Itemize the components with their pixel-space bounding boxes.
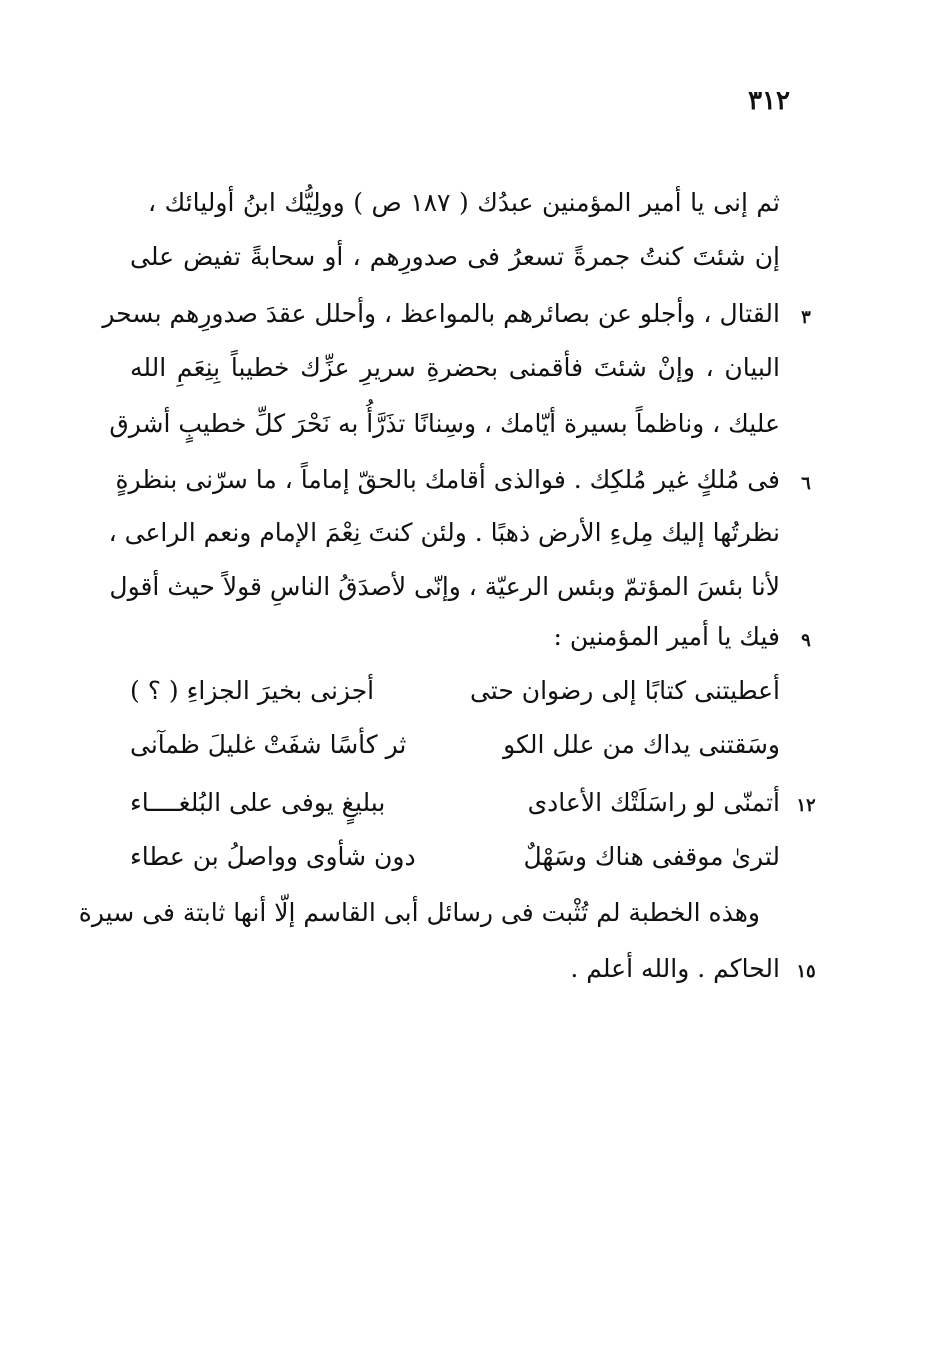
line-number: ٣: [801, 307, 811, 328]
verse: [130, 728, 780, 762]
text-line: فى مُلكٍ غير مُلكِك . فوالذى أقامك بالحقّ إماماً ، ما سرّنى بنظرةٍ: [115, 465, 780, 494]
verse-first-hemistich: أتمنّى لو راسَلَتْك الأعادى: [527, 788, 780, 817]
verse: [130, 786, 780, 820]
line-number: ٦: [801, 473, 811, 494]
verse-second-hemistich: ببليغٍ يوفى على البُلغــــاء: [130, 788, 386, 817]
verse-second-hemistich: دون شأوى وواصلُ بن عطاء: [130, 842, 416, 871]
verse: [130, 674, 780, 708]
line-number: ٩: [801, 630, 811, 651]
verse-first-hemistich: وسَقتنى يداك من علل الكو: [503, 730, 780, 759]
text-line: وهذه الخطبة لم تُثْبت فى رسائل أبى القاسم إلّا أنها ثابتة فى سيرة: [78, 898, 760, 927]
text-line: فيك يا أمير المؤمنين :: [553, 622, 780, 651]
verse-first-hemistich: أعطيتنى كتابًا إلى رضوان حتى: [469, 676, 780, 705]
text-line: نظرتُها إليك مِلءِ الأرض ذهبًا . ولئن كنتَ نِعْمَ الإمام ونعم الراعى ،: [108, 518, 780, 547]
verse-first-hemistich: لترىٰ موقفى هناك وسَهْلٌ: [523, 842, 780, 871]
text-line: عليك ، وناظماً بسيرة أيّامك ، وسِنانًا تذَرَّأُ به نَحْرَ كلِّ خطيبٍ أشرق: [109, 409, 780, 438]
verse-second-hemistich: ثر كأسًا شفَتْ غليلَ ظمآنى: [130, 730, 407, 759]
text-line: إن شئتَ كنتُ جمرةً تسعرُ فى صدورِهم ، أو سحابةً تفيض على: [130, 242, 780, 271]
text-line: ثم إنى يا أمير المؤمنين عبدُك ( ١٨٧ ص ) وولِيُّك ابنُ أوليائك ،: [148, 188, 780, 217]
text-line: الحاكم . والله أعلم .: [570, 954, 780, 983]
page-number: ٣١٢: [748, 86, 790, 116]
verse-second-hemistich: أجزنى بخيرَ الجزاءِ ( ؟ ): [130, 676, 375, 705]
text-line: لأنا بئسَ المؤتمّ وبئس الرعيّة ، وإنّى لأصدَقُ الناسِ قولاً حيث أقول: [109, 572, 780, 601]
line-number: ١٢: [796, 795, 816, 816]
verse: [130, 840, 780, 874]
text-line: البيان ، وإنْ شئتَ فأقمنى بحضرةِ سريرِ عزِّك خطيباً بِنِعَمِ الله: [130, 353, 780, 382]
text-line: القتال ، وأجلو عن بصائرهم بالمواعظ ، وأحلل عقدَ صدورِهم بسحر: [102, 299, 780, 328]
line-number: ١٥: [796, 961, 816, 982]
